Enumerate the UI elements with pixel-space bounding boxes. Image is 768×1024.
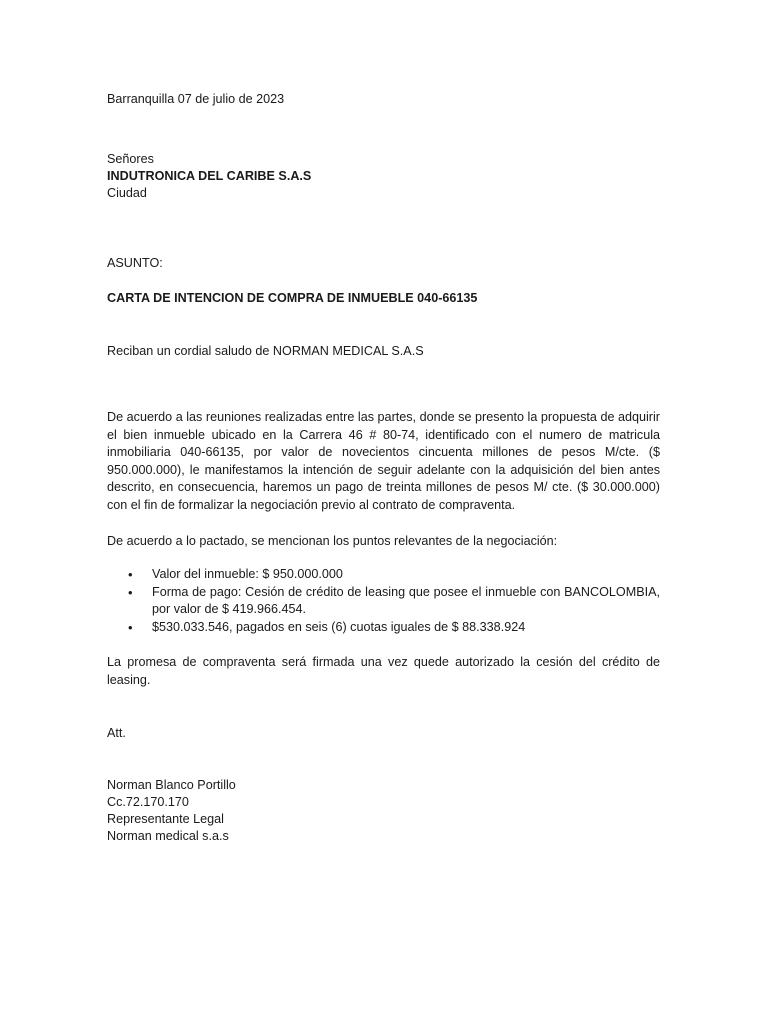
closing-line: leasing. [107, 672, 151, 687]
greeting: Reciban un cordial saludo de NORMAN MEDICAL S.A.S [107, 344, 424, 358]
body-line: De acuerdo a las reuniones realizadas entre las partes, donde se presento la propuesta de adquirir [107, 410, 660, 424]
recipient-name: INDUTRONICA DEL CARIBE S.A.S [107, 169, 312, 183]
signer-name: Norman Blanco Portillo [107, 778, 236, 792]
body-paragraph [107, 409, 660, 515]
list-item [107, 619, 660, 637]
body-line: inmobiliaria 040-66135, por valor de novecientos cincuenta millones de pesos M/cte. ($ [107, 445, 660, 460]
salutation: Señores [107, 152, 154, 166]
recipient-city: Ciudad [107, 186, 147, 200]
list-item [107, 584, 660, 619]
list-item-text: Valor del inmueble: $ 950.000.000 [152, 567, 343, 581]
subject-line: CARTA DE INTENCION DE COMPRA DE INMUEBLE 040-66135 [107, 291, 478, 305]
body-line: el bien inmueble ubicado en la Carrera 46 # 80-74, identificado con el numero de matricula [107, 427, 660, 442]
bullet-icon: • [128, 584, 133, 600]
subject-label: ASUNTO: [107, 256, 163, 270]
body-line: descrito, en consecuencia, haremos un pago de treinta millones de pesos M/ cte. ($ 30.000.000) [107, 480, 660, 495]
letter-page [107, 0, 660, 1024]
farewell: Att. [107, 726, 126, 740]
list-item-text: por valor de $ 419.966.454. [152, 602, 307, 617]
list-item-text: Forma de pago: Cesión de crédito de leasing que posee el inmueble con BANCOLOMBIA, [152, 584, 660, 599]
bullet-icon: • [128, 567, 133, 582]
list-item [107, 566, 660, 584]
bullet-icon: • [128, 619, 133, 635]
negotiation-points-list [107, 566, 660, 636]
signer-company: Norman medical s.a.s [107, 829, 229, 843]
signer-role: Representante Legal [107, 812, 224, 826]
closing-line: La promesa de compraventa será firmada una vez quede autorizado la cesión del crédito de [107, 655, 660, 669]
points-intro: De acuerdo a lo pactado, se mencionan los puntos relevantes de la negociación: [107, 534, 558, 548]
body-line: con el fin de formalizar la negociación previo al contrato de compraventa. [107, 497, 516, 512]
signer-id: Cc.72.170.170 [107, 795, 189, 809]
list-item-text: $530.033.546, pagados en seis (6) cuotas iguales de $ 88.338.924 [152, 619, 526, 634]
closing-paragraph [107, 654, 660, 689]
date-line: Barranquilla 07 de julio de 2023 [107, 92, 285, 106]
body-line: 950.000.000), le manifestamos la intención de seguir adelante con la adquisición del bien antes [107, 462, 660, 477]
